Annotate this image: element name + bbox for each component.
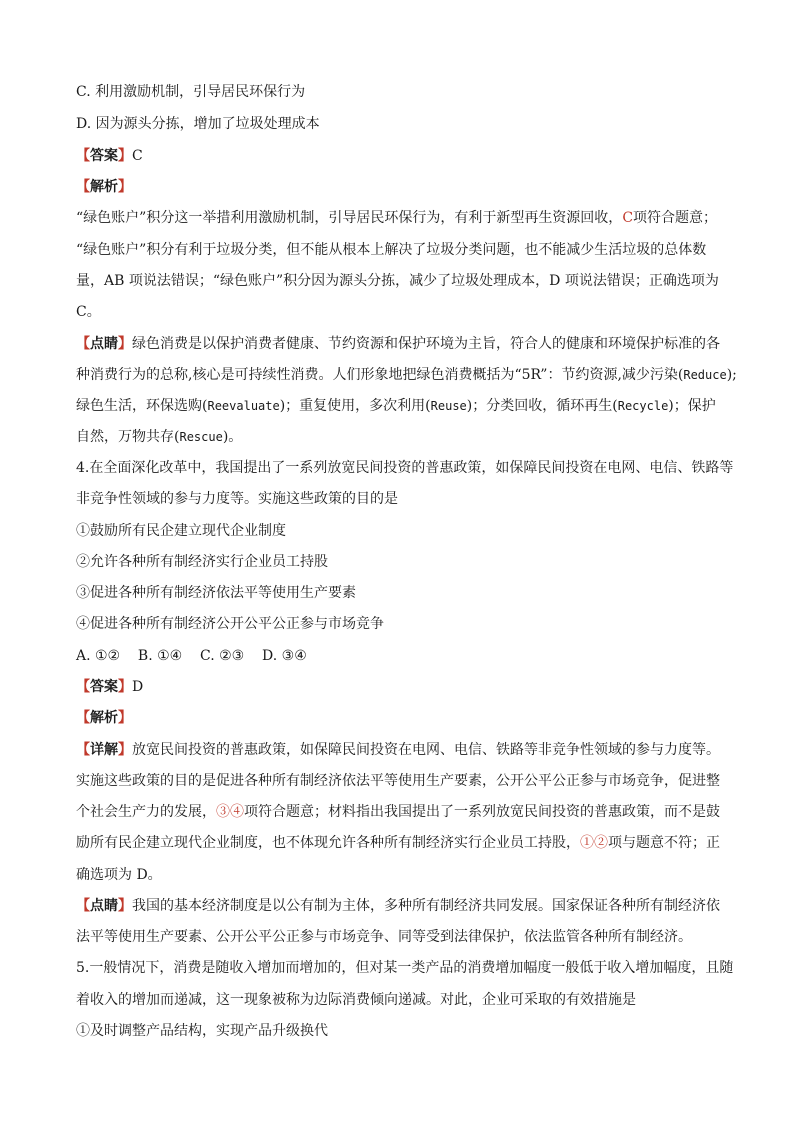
- q4-detail-line-3: [76, 802, 726, 822]
- q4-detail-line-5: 确选项为 D。: [76, 867, 162, 883]
- q4-item-4: ④促进各种所有制经济公开公平公正参与市场竞争: [76, 616, 384, 632]
- english-term: Recycle: [617, 399, 669, 413]
- q4-tip-line-1: [76, 896, 726, 916]
- text-run: 我国的基本经济制度是以公有制为主体，多种所有制经济共同发展。国家保证各种所有制经济依: [132, 898, 720, 914]
- text-run: 自然，万物共存(: [76, 429, 180, 445]
- analysis-label: 解析: [90, 179, 118, 195]
- text-run: )；重复使用，多次利用(: [279, 398, 431, 414]
- text-run: 励所有民企建立现代企业制度，也不体现允许各种所有制经济实行企业员工持股，: [76, 835, 580, 851]
- highlight-option: ①②: [580, 835, 608, 851]
- q4-options: A. ①② B. ①④ C. ②③ D. ③④: [76, 648, 307, 664]
- text-run: 种消费行为的总称,核心是可持续性消费。人们形象地把绿色消费概括为“5R”：节约资源,减少污染(: [76, 367, 684, 383]
- bracket-close: 】: [118, 148, 132, 164]
- q3-analysis-line-4: C。: [76, 304, 101, 320]
- q4-stem-line-2: 非竞争性领域的参与力度等。实施这些政策的目的是: [76, 491, 398, 507]
- q4-item-1: ①鼓励所有民企建立现代企业制度: [76, 523, 286, 539]
- q4-item-3: ③促进各种所有制经济依法平等使用生产要素: [76, 585, 356, 601]
- q5-stem-line-2: 着收入的增加而递减，这一现象被称为边际消费倾向递减。对此，企业可采取的有效措施是: [76, 992, 636, 1008]
- q4-detail-line-4: [76, 833, 726, 853]
- text-run: 个社会生产力的发展，: [76, 804, 216, 820]
- q4-analysis-heading: [76, 708, 726, 728]
- text-run: )；保护: [668, 398, 716, 414]
- bracket-open: 【: [76, 179, 90, 195]
- q3-analysis-line-1: [76, 208, 726, 228]
- english-term: Rescue: [179, 430, 223, 444]
- bracket-close: 】: [118, 336, 132, 352]
- answer-label: 答案: [90, 679, 118, 695]
- q3-option-d: D. 因为源头分拣，增加了垃圾处理成本: [76, 116, 320, 132]
- q3-tip-line-1: [76, 334, 726, 354]
- q4-item-2: ②允许各种所有制经济实行企业员工持股: [76, 554, 328, 570]
- q3-answer: [76, 146, 726, 166]
- q4-detail-line-2: 实施这些政策的目的是促进各种所有制经济依法平等使用生产要素，公开公平公正参与市场竞争，促进整: [76, 773, 720, 789]
- text-run: 绿色消费是以保护消费者健康、节约资源和保护环境为主旨，符合人的健康和环境保护标准的各: [132, 336, 720, 352]
- q3-tip-line-3: [76, 396, 726, 416]
- q5-item-1: ①及时调整产品结构，实现产品升级换代: [76, 1023, 328, 1039]
- q4-detail-line-1: [76, 740, 726, 760]
- bracket-close: 】: [118, 742, 132, 758]
- q3-tip-line-4: [76, 427, 726, 447]
- text-run: 放宽民间投资的普惠政策，如保障民间投资在电网、电信、铁路等非竞争性领域的参与力度等。: [132, 742, 720, 758]
- english-term: Reevaluate: [207, 399, 280, 413]
- text-run: 绿色生活，环保选购(: [76, 398, 208, 414]
- text-run: )。: [222, 429, 243, 445]
- text-run: 项符合题意；材料指出我国提出了一系列放宽民间投资的普惠政策，而不是鼓: [244, 804, 720, 820]
- highlight-option: C: [622, 210, 634, 226]
- answer-value: D: [132, 679, 144, 695]
- analysis-label: 解析: [90, 710, 118, 726]
- q3-option-c: C. 利用激励机制，引导居民环保行为: [76, 84, 306, 100]
- text-run: )；分类回收，循环再生(: [466, 398, 618, 414]
- bracket-close: 】: [118, 898, 132, 914]
- highlight-option: ③④: [216, 804, 244, 820]
- q3-analysis-line-3: 量，AB 项说法错误；“绿色账户”积分因为源头分拣，减少了垃圾处理成本，D 项说法错误；正确选项为: [76, 273, 719, 289]
- q5-stem-line-1: 5.一般情况下，消费是随收入增加而增加的，但对某一类产品的消费增加幅度一般低于收入增加幅度，且随: [76, 960, 734, 976]
- q4-answer: [76, 677, 726, 697]
- bracket-open: 【: [76, 148, 90, 164]
- english-term: Reduce: [683, 368, 727, 382]
- answer-label: 答案: [90, 148, 118, 164]
- bracket-open: 【: [76, 336, 90, 352]
- english-term: Reuse: [430, 399, 467, 413]
- q3-tip-line-2: [76, 365, 737, 385]
- q4-stem-line-1: 4.在全面深化改革中，我国提出了一系列放宽民间投资的普惠政策，如保障民间投资在电网、电信、铁路等: [76, 460, 734, 476]
- text-run: 项与题意不符；正: [608, 835, 720, 851]
- text-run: 项符合题意；: [633, 210, 718, 226]
- q3-analysis-heading: [76, 177, 726, 197]
- text-run: );: [726, 367, 737, 383]
- bracket-close: 】: [118, 710, 132, 726]
- bracket-open: 【: [76, 742, 90, 758]
- bracket-close: 】: [118, 179, 132, 195]
- q4-tip-line-2: 法平等使用生产要素、公开公平公正参与市场竞争、同等受到法律保护，依法监管各种所有制经济。: [76, 929, 692, 945]
- text-run: “绿色账户”积分这一举措利用激励机制，引导居民环保行为，有利于新型再生资源回收，: [76, 210, 623, 226]
- bracket-close: 】: [118, 679, 132, 695]
- answer-value: C: [132, 148, 143, 164]
- tip-label: 点睛: [90, 898, 118, 914]
- bracket-open: 【: [76, 898, 90, 914]
- bracket-open: 【: [76, 710, 90, 726]
- detail-label: 详解: [90, 742, 118, 758]
- q3-analysis-line-2: “绿色账户”积分有利于垃圾分类，但不能从根本上解决了垃圾分类问题，也不能减少生活垃圾的总体数: [76, 242, 707, 258]
- bracket-open: 【: [76, 679, 90, 695]
- tip-label: 点睛: [90, 336, 118, 352]
